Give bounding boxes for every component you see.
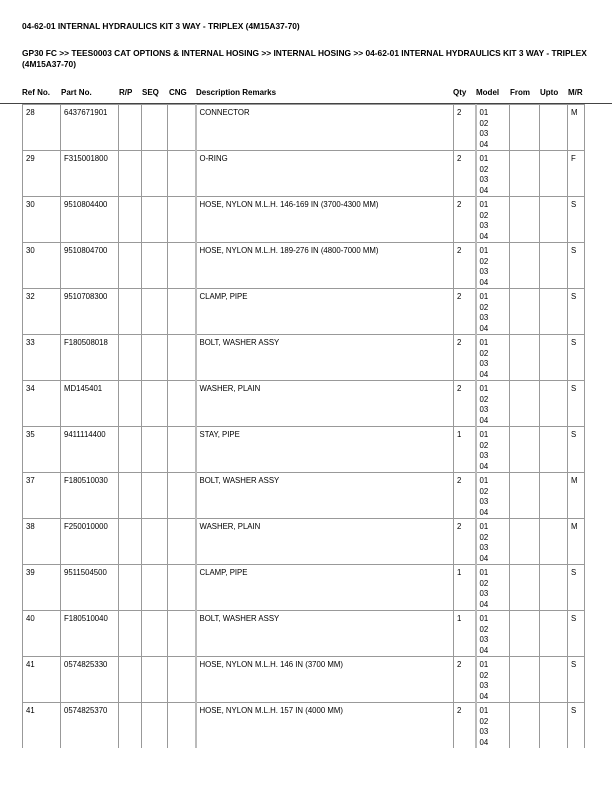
model-code: 01 bbox=[479, 706, 489, 715]
cng-cell bbox=[168, 611, 196, 657]
qty-cell: 2 bbox=[454, 703, 476, 749]
header-rp: R/P bbox=[119, 88, 133, 97]
model-code: 02 bbox=[479, 210, 489, 220]
header-desc: Description Remarks bbox=[196, 88, 277, 97]
part-number-cell: 9510804700 bbox=[61, 243, 119, 289]
model-code: 04 bbox=[479, 277, 489, 287]
model-cell bbox=[476, 427, 510, 473]
qty-cell: 2 bbox=[454, 289, 476, 335]
model-code: 01 bbox=[479, 292, 489, 301]
model-code: 03 bbox=[479, 635, 489, 644]
description-cell: CLAMP, PIPE bbox=[196, 289, 454, 335]
model-code: 04 bbox=[479, 553, 489, 563]
model-code: 02 bbox=[479, 486, 489, 496]
header-ref: Ref No. bbox=[22, 88, 50, 97]
part-number-cell: F250010000 bbox=[61, 519, 119, 565]
model-code: 03 bbox=[479, 451, 489, 460]
seq-cell bbox=[142, 519, 168, 565]
model-code: 01 bbox=[479, 384, 489, 393]
model-code: 04 bbox=[479, 139, 489, 149]
model-cell bbox=[476, 243, 510, 289]
part-number-cell: 9411114400 bbox=[61, 427, 119, 473]
rp-cell bbox=[119, 473, 142, 519]
from-cell bbox=[510, 473, 540, 519]
ref-cell: 37 bbox=[23, 473, 61, 519]
table-row bbox=[23, 427, 585, 473]
cng-cell bbox=[168, 657, 196, 703]
seq-cell bbox=[142, 335, 168, 381]
ref-cell: 40 bbox=[23, 611, 61, 657]
cng-cell bbox=[168, 427, 196, 473]
upto-cell bbox=[540, 105, 568, 151]
upto-cell bbox=[540, 197, 568, 243]
mr-cell: S bbox=[568, 197, 585, 243]
qty-cell: 1 bbox=[454, 611, 476, 657]
ref-cell: 30 bbox=[23, 243, 61, 289]
ref-cell: 35 bbox=[23, 427, 61, 473]
model-code: 01 bbox=[479, 522, 489, 531]
model-cell bbox=[476, 565, 510, 611]
model-cell bbox=[476, 151, 510, 197]
part-number-cell: 0574825330 bbox=[61, 657, 119, 703]
mr-cell: M bbox=[568, 519, 585, 565]
header-seq: SEQ bbox=[142, 88, 159, 97]
seq-cell bbox=[142, 611, 168, 657]
from-cell bbox=[510, 427, 540, 473]
part-number-cell: F180510030 bbox=[61, 473, 119, 519]
model-code: 04 bbox=[479, 415, 489, 425]
header-upto: Upto bbox=[540, 88, 559, 97]
description-cell: WASHER, PLAIN bbox=[196, 381, 454, 427]
model-code: 01 bbox=[479, 246, 489, 255]
model-code: 02 bbox=[479, 348, 489, 358]
seq-cell bbox=[142, 473, 168, 519]
seq-cell bbox=[142, 151, 168, 197]
model-code: 01 bbox=[479, 154, 489, 163]
from-cell bbox=[510, 335, 540, 381]
model-code: 02 bbox=[479, 716, 489, 726]
model-code: 04 bbox=[479, 737, 489, 747]
description-cell: WASHER, PLAIN bbox=[196, 519, 454, 565]
mr-cell: S bbox=[568, 565, 585, 611]
model-cell bbox=[476, 703, 510, 749]
from-cell bbox=[510, 381, 540, 427]
mr-cell: S bbox=[568, 381, 585, 427]
table-row bbox=[23, 381, 585, 427]
upto-cell bbox=[540, 473, 568, 519]
from-cell bbox=[510, 703, 540, 749]
mr-cell: M bbox=[568, 473, 585, 519]
cng-cell bbox=[168, 289, 196, 335]
upto-cell bbox=[540, 381, 568, 427]
model-code: 03 bbox=[479, 313, 489, 322]
model-code: 04 bbox=[479, 645, 489, 655]
description-cell: HOSE, NYLON M.L.H. 189-276 IN (4800-7000 MM) bbox=[196, 243, 454, 289]
from-cell bbox=[510, 519, 540, 565]
table-row bbox=[23, 289, 585, 335]
part-number-cell: F180510040 bbox=[61, 611, 119, 657]
upto-cell bbox=[540, 657, 568, 703]
ref-cell: 41 bbox=[23, 703, 61, 749]
model-cell bbox=[476, 519, 510, 565]
mr-cell: S bbox=[568, 703, 585, 749]
mr-cell: S bbox=[568, 611, 585, 657]
cng-cell bbox=[168, 519, 196, 565]
rp-cell bbox=[119, 427, 142, 473]
ref-cell: 39 bbox=[23, 565, 61, 611]
description-cell: BOLT, WASHER ASSY bbox=[196, 611, 454, 657]
upto-cell bbox=[540, 611, 568, 657]
model-cell bbox=[476, 657, 510, 703]
upto-cell bbox=[540, 151, 568, 197]
seq-cell bbox=[142, 657, 168, 703]
qty-cell: 2 bbox=[454, 197, 476, 243]
qty-cell: 1 bbox=[454, 427, 476, 473]
upto-cell bbox=[540, 335, 568, 381]
header-model: Model bbox=[476, 88, 500, 97]
from-cell bbox=[510, 611, 540, 657]
mr-cell: S bbox=[568, 335, 585, 381]
seq-cell bbox=[142, 243, 168, 289]
cng-cell bbox=[168, 703, 196, 749]
from-cell bbox=[510, 565, 540, 611]
rp-cell bbox=[119, 657, 142, 703]
model-code: 01 bbox=[479, 614, 489, 623]
description-cell: BOLT, WASHER ASSY bbox=[196, 473, 454, 519]
description-cell: HOSE, NYLON M.L.H. 157 IN (4000 MM) bbox=[196, 703, 454, 749]
upto-cell bbox=[540, 703, 568, 749]
table-row bbox=[23, 243, 585, 289]
description-cell: HOSE, NYLON M.L.H. 146-169 IN (3700-4300 MM) bbox=[196, 197, 454, 243]
from-cell bbox=[510, 243, 540, 289]
rp-cell bbox=[119, 611, 142, 657]
part-number-cell: 9511504500 bbox=[61, 565, 119, 611]
table-row bbox=[23, 657, 585, 703]
qty-cell: 2 bbox=[454, 657, 476, 703]
model-cell bbox=[476, 289, 510, 335]
seq-cell bbox=[142, 427, 168, 473]
model-cell bbox=[476, 473, 510, 519]
qty-cell: 2 bbox=[454, 151, 476, 197]
breadcrumb: GP30 FC >> TEES0003 CAT OPTIONS & INTERNAL HOSING >> INTERNAL HOSING >> 04-62-01 INTERNAL HYDRAULICS KIT 3 WAY - TRIPLEX (4M15A37-70) bbox=[22, 48, 587, 69]
model-code: 02 bbox=[479, 256, 489, 266]
cng-cell bbox=[168, 243, 196, 289]
ref-cell: 30 bbox=[23, 197, 61, 243]
model-code: 03 bbox=[479, 589, 489, 598]
seq-cell bbox=[142, 197, 168, 243]
parts-table bbox=[22, 104, 585, 748]
model-code: 01 bbox=[479, 660, 489, 669]
part-number-cell: 9510804400 bbox=[61, 197, 119, 243]
ref-cell: 41 bbox=[23, 657, 61, 703]
model-code: 01 bbox=[479, 200, 489, 209]
from-cell bbox=[510, 151, 540, 197]
model-code: 01 bbox=[479, 108, 489, 117]
model-code: 04 bbox=[479, 369, 489, 379]
model-code: 03 bbox=[479, 175, 489, 184]
header-cng: CNG bbox=[169, 88, 187, 97]
qty-cell: 1 bbox=[454, 565, 476, 611]
qty-cell: 2 bbox=[454, 105, 476, 151]
cng-cell bbox=[168, 473, 196, 519]
rp-cell bbox=[119, 243, 142, 289]
model-code: 01 bbox=[479, 568, 489, 577]
description-cell: CLAMP, PIPE bbox=[196, 565, 454, 611]
qty-cell: 2 bbox=[454, 381, 476, 427]
table-row bbox=[23, 105, 585, 151]
model-code: 03 bbox=[479, 497, 489, 506]
part-number-cell: F315001800 bbox=[61, 151, 119, 197]
cng-cell bbox=[168, 151, 196, 197]
header-mr: M/R bbox=[568, 88, 583, 97]
model-code: 02 bbox=[479, 164, 489, 174]
upto-cell bbox=[540, 427, 568, 473]
from-cell bbox=[510, 289, 540, 335]
mr-cell: F bbox=[568, 151, 585, 197]
ref-cell: 32 bbox=[23, 289, 61, 335]
model-cell bbox=[476, 611, 510, 657]
description-cell: HOSE, NYLON M.L.H. 146 IN (3700 MM) bbox=[196, 657, 454, 703]
part-number-cell: 6437671901 bbox=[61, 105, 119, 151]
model-cell bbox=[476, 335, 510, 381]
rp-cell bbox=[119, 197, 142, 243]
from-cell bbox=[510, 657, 540, 703]
qty-cell: 2 bbox=[454, 335, 476, 381]
model-code: 04 bbox=[479, 323, 489, 333]
model-code: 02 bbox=[479, 118, 489, 128]
model-code: 03 bbox=[479, 727, 489, 736]
rp-cell bbox=[119, 519, 142, 565]
seq-cell bbox=[142, 703, 168, 749]
model-code: 01 bbox=[479, 476, 489, 485]
table-row bbox=[23, 519, 585, 565]
rp-cell bbox=[119, 151, 142, 197]
model-code: 02 bbox=[479, 624, 489, 634]
table-row bbox=[23, 565, 585, 611]
qty-cell: 2 bbox=[454, 519, 476, 565]
model-code: 01 bbox=[479, 338, 489, 347]
ref-cell: 34 bbox=[23, 381, 61, 427]
rp-cell bbox=[119, 565, 142, 611]
ref-cell: 28 bbox=[23, 105, 61, 151]
description-cell: STAY, PIPE bbox=[196, 427, 454, 473]
model-code: 04 bbox=[479, 507, 489, 517]
seq-cell bbox=[142, 105, 168, 151]
header-qty: Qty bbox=[453, 88, 467, 97]
upto-cell bbox=[540, 519, 568, 565]
qty-cell: 2 bbox=[454, 473, 476, 519]
upto-cell bbox=[540, 289, 568, 335]
model-code: 03 bbox=[479, 221, 489, 230]
ref-cell: 33 bbox=[23, 335, 61, 381]
model-code: 01 bbox=[479, 430, 489, 439]
cng-cell bbox=[168, 381, 196, 427]
model-code: 04 bbox=[479, 691, 489, 701]
model-cell bbox=[476, 105, 510, 151]
qty-cell: 2 bbox=[454, 243, 476, 289]
seq-cell bbox=[142, 289, 168, 335]
model-code: 03 bbox=[479, 543, 489, 552]
part-number-cell: 9510708300 bbox=[61, 289, 119, 335]
rp-cell bbox=[119, 381, 142, 427]
header-part: Part No. bbox=[61, 88, 92, 97]
table-row bbox=[23, 473, 585, 519]
seq-cell bbox=[142, 565, 168, 611]
rp-cell bbox=[119, 703, 142, 749]
page-title: 04-62-01 INTERNAL HYDRAULICS KIT 3 WAY - TRIPLEX (4M15A37-70) bbox=[22, 21, 300, 31]
model-code: 02 bbox=[479, 394, 489, 404]
header-from: From bbox=[510, 88, 530, 97]
model-code: 04 bbox=[479, 599, 489, 609]
table-header bbox=[0, 88, 612, 104]
rp-cell bbox=[119, 289, 142, 335]
model-code: 04 bbox=[479, 185, 489, 195]
mr-cell: M bbox=[568, 105, 585, 151]
model-cell bbox=[476, 197, 510, 243]
model-code: 02 bbox=[479, 302, 489, 312]
model-code: 02 bbox=[479, 670, 489, 680]
seq-cell bbox=[142, 381, 168, 427]
model-code: 02 bbox=[479, 440, 489, 450]
description-cell: BOLT, WASHER ASSY bbox=[196, 335, 454, 381]
model-code: 03 bbox=[479, 267, 489, 276]
table-row bbox=[23, 151, 585, 197]
model-code: 02 bbox=[479, 578, 489, 588]
cng-cell bbox=[168, 335, 196, 381]
model-code: 03 bbox=[479, 359, 489, 368]
model-cell bbox=[476, 381, 510, 427]
model-code: 04 bbox=[479, 461, 489, 471]
description-cell: CONNECTOR bbox=[196, 105, 454, 151]
table-row bbox=[23, 335, 585, 381]
model-code: 04 bbox=[479, 231, 489, 241]
ref-cell: 29 bbox=[23, 151, 61, 197]
from-cell bbox=[510, 105, 540, 151]
model-code: 02 bbox=[479, 532, 489, 542]
mr-cell: S bbox=[568, 657, 585, 703]
description-cell: O-RING bbox=[196, 151, 454, 197]
ref-cell: 38 bbox=[23, 519, 61, 565]
mr-cell: S bbox=[568, 243, 585, 289]
model-code: 03 bbox=[479, 405, 489, 414]
table-row bbox=[23, 703, 585, 749]
from-cell bbox=[510, 197, 540, 243]
upto-cell bbox=[540, 243, 568, 289]
table-row bbox=[23, 197, 585, 243]
cng-cell bbox=[168, 197, 196, 243]
cng-cell bbox=[168, 565, 196, 611]
model-code: 03 bbox=[479, 681, 489, 690]
upto-cell bbox=[540, 565, 568, 611]
cng-cell bbox=[168, 105, 196, 151]
part-number-cell: F180508018 bbox=[61, 335, 119, 381]
mr-cell: S bbox=[568, 427, 585, 473]
table-row bbox=[23, 611, 585, 657]
model-code: 03 bbox=[479, 129, 489, 138]
part-number-cell: MD145401 bbox=[61, 381, 119, 427]
rp-cell bbox=[119, 105, 142, 151]
mr-cell: S bbox=[568, 289, 585, 335]
part-number-cell: 0574825370 bbox=[61, 703, 119, 749]
rp-cell bbox=[119, 335, 142, 381]
